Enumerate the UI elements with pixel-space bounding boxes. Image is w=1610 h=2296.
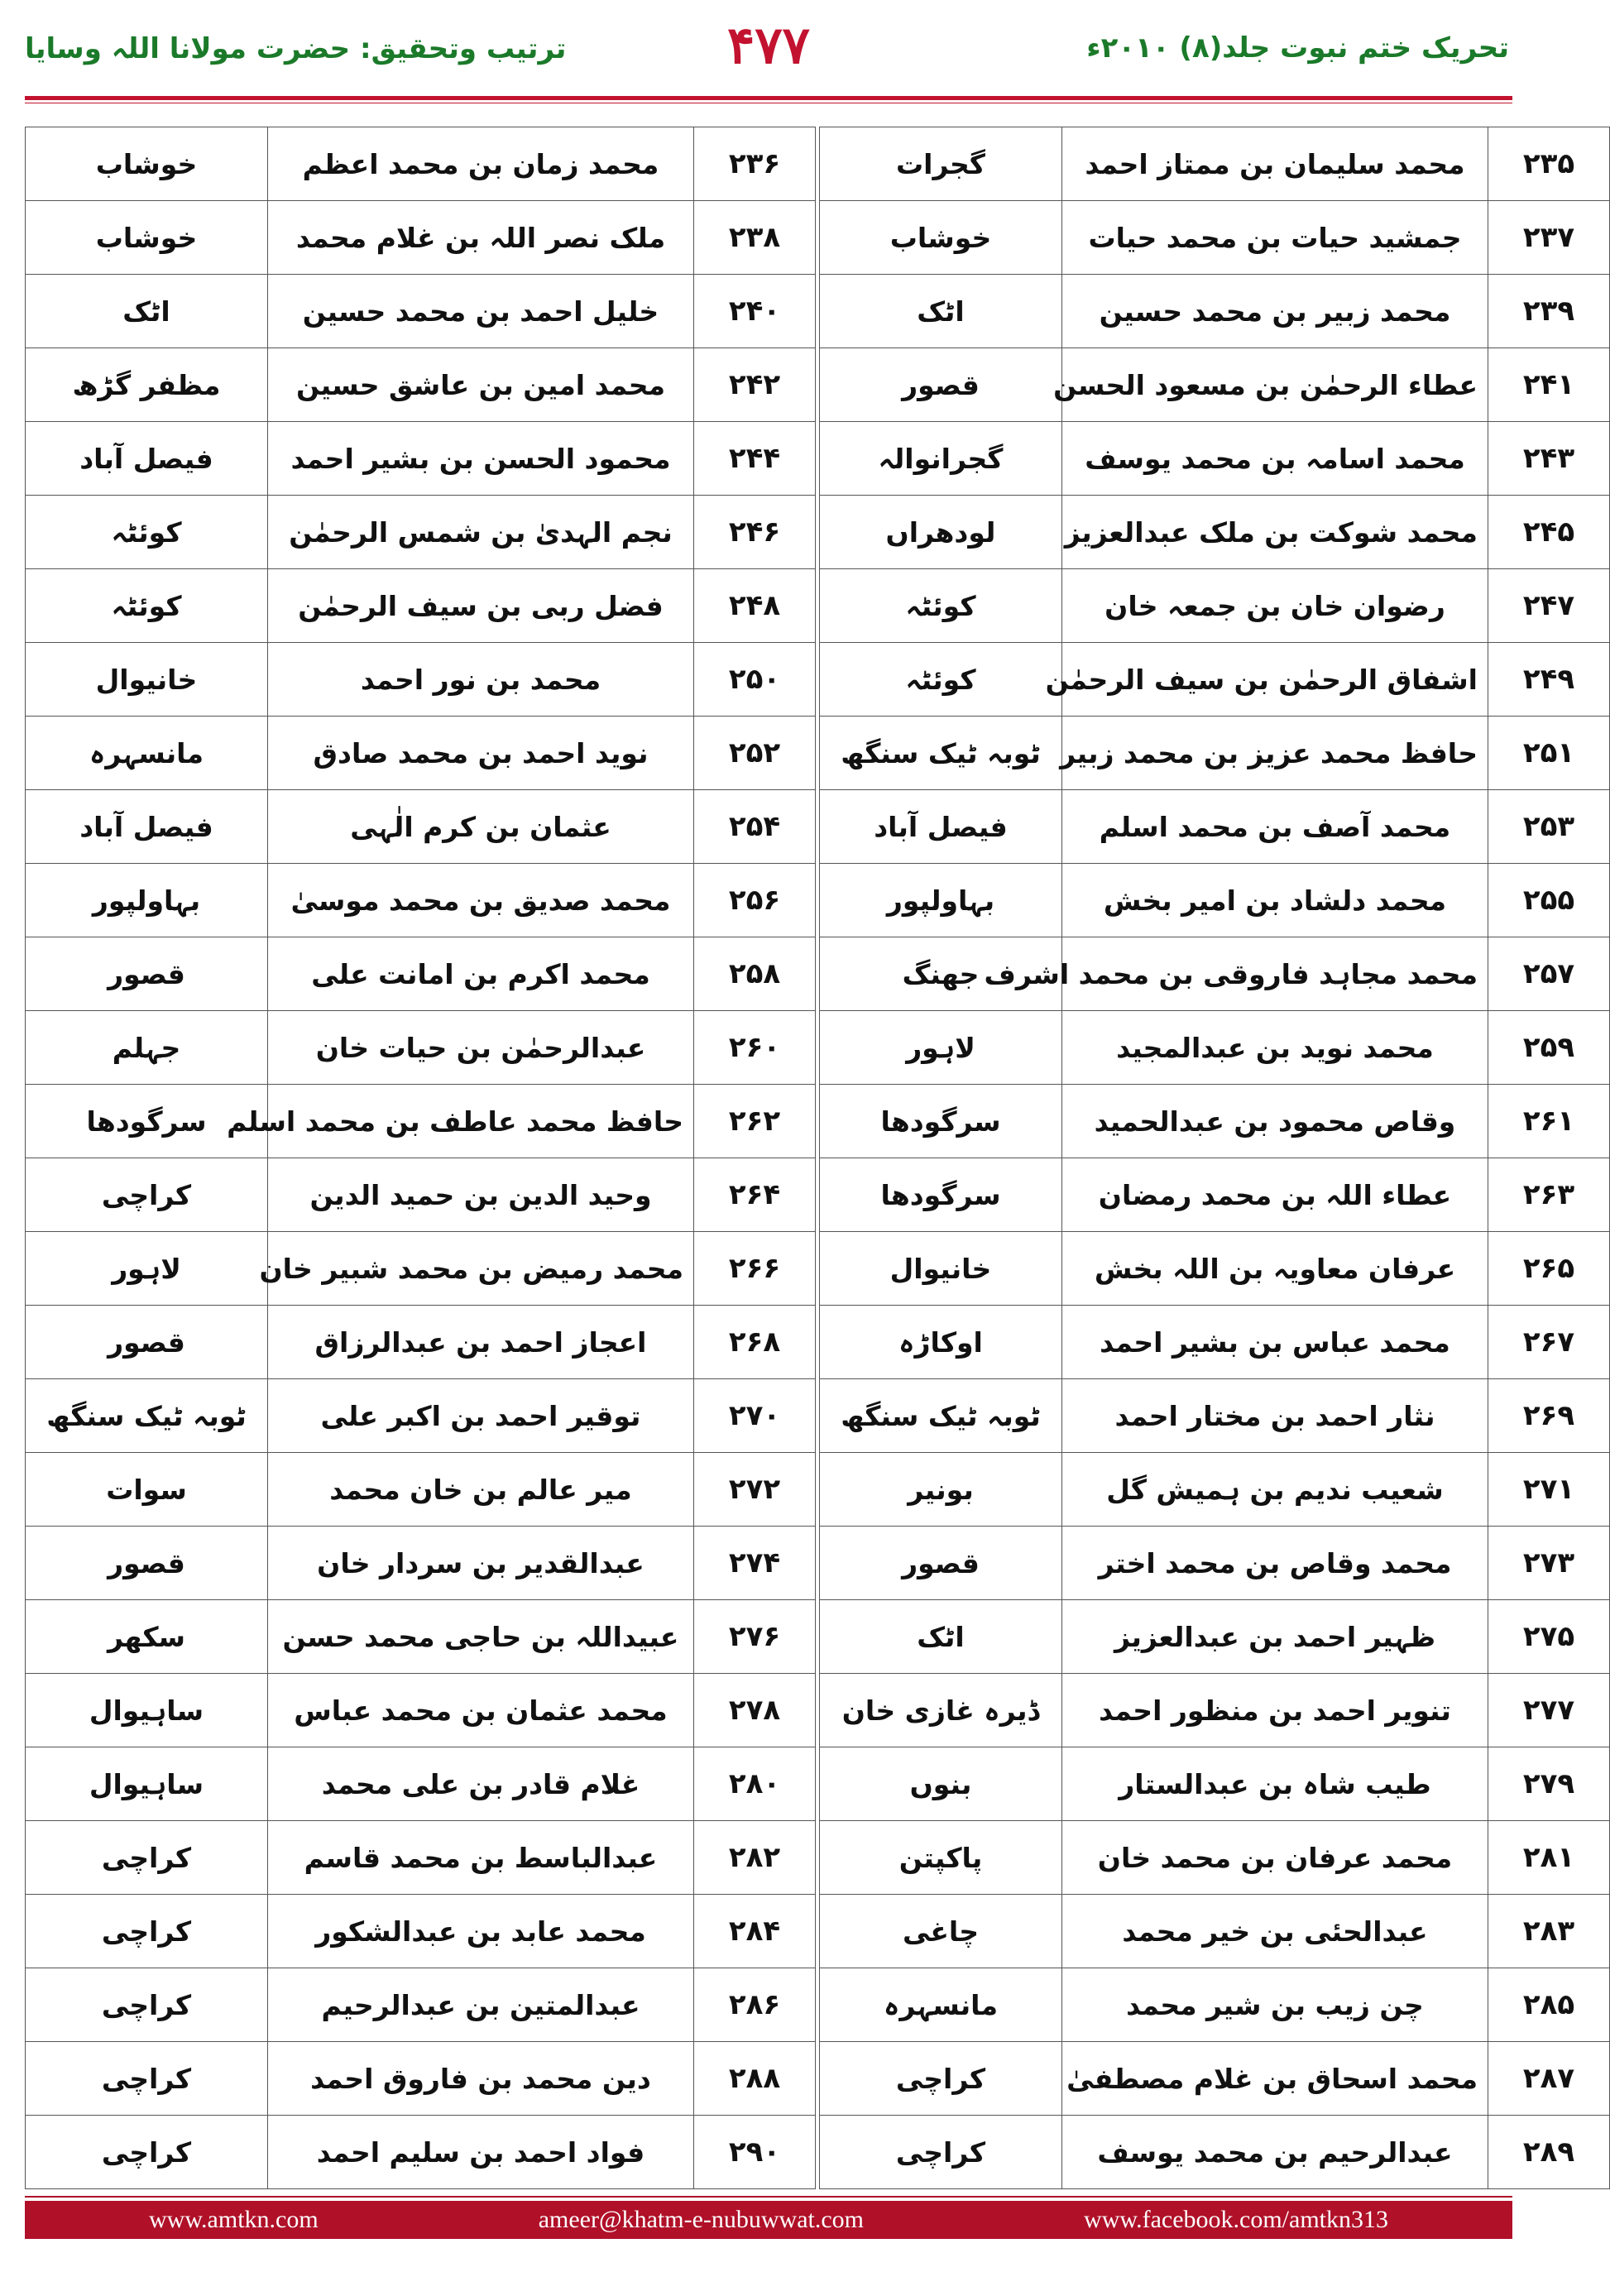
entry-number: ۲۴۳ bbox=[1488, 422, 1610, 496]
entry-city: اٹک bbox=[820, 1600, 1062, 1674]
entry-name: فضل ربی بن سیف الرحمٰن bbox=[268, 569, 694, 643]
entry-number: ۲۴۸ bbox=[694, 569, 816, 643]
table-row bbox=[26, 2042, 1610, 2116]
column-gap bbox=[816, 496, 820, 569]
entry-city: مظفر گڑھ bbox=[26, 348, 268, 422]
entry-number: ۲۵۸ bbox=[694, 937, 816, 1011]
table-row bbox=[26, 127, 1610, 201]
entry-number: ۲۶۲ bbox=[694, 1085, 816, 1158]
column-gap bbox=[816, 1747, 820, 1821]
entry-name: عثمان بن کرم الٰہی bbox=[268, 790, 694, 864]
table-row bbox=[26, 717, 1610, 790]
entry-name: محمد عرفان بن محمد خان bbox=[1062, 1821, 1488, 1895]
entry-number: ۲۸۰ bbox=[694, 1747, 816, 1821]
entry-number: ۲۷۲ bbox=[694, 1453, 816, 1527]
entry-name: عبیداللہ بن حاجی محمد حسن bbox=[268, 1600, 694, 1674]
entry-number: ۲۶۰ bbox=[694, 1011, 816, 1085]
entry-number: ۲۷۷ bbox=[1488, 1674, 1610, 1747]
entry-city: چاغی bbox=[820, 1895, 1062, 1968]
entry-city: اٹک bbox=[820, 275, 1062, 348]
entry-name: عطاء الرحمٰن بن مسعود الحسن bbox=[1062, 348, 1488, 422]
entry-city: ساہیوال bbox=[26, 1747, 268, 1821]
entry-number: ۲۳۷ bbox=[1488, 201, 1610, 275]
table-row bbox=[26, 790, 1610, 864]
entry-number: ۲۴۹ bbox=[1488, 643, 1610, 717]
entry-name: وحید الدین بن حمید الدین bbox=[268, 1158, 694, 1232]
entry-city: فیصل آباد bbox=[820, 790, 1062, 864]
entry-number: ۲۳۸ bbox=[694, 201, 816, 275]
entry-number: ۲۷۹ bbox=[1488, 1747, 1610, 1821]
entry-number: ۲۵۷ bbox=[1488, 937, 1610, 1011]
entry-number: ۲۵۰ bbox=[694, 643, 816, 717]
entry-number: ۲۵۹ bbox=[1488, 1011, 1610, 1085]
entry-name: عبدالقدیر بن سردار خان bbox=[268, 1527, 694, 1600]
entry-city: مانسہرہ bbox=[26, 717, 268, 790]
entry-name: محمد دلشاد بن امیر بخش bbox=[1062, 864, 1488, 937]
entry-name: محمد صدیق بن محمد موسیٰ bbox=[268, 864, 694, 937]
entry-city: ساہیوال bbox=[26, 1674, 268, 1747]
entry-number: ۲۸۴ bbox=[694, 1895, 816, 1968]
entry-name: محمد زمان بن محمد اعظم bbox=[268, 127, 694, 201]
entry-name: اعجاز احمد بن عبدالرزاق bbox=[268, 1306, 694, 1379]
entry-number: ۲۳۹ bbox=[1488, 275, 1610, 348]
entry-number: ۲۸۲ bbox=[694, 1821, 816, 1895]
table-row bbox=[26, 275, 1610, 348]
entry-number: ۲۷۸ bbox=[694, 1674, 816, 1747]
entry-number: ۲۴۴ bbox=[694, 422, 816, 496]
entry-city: سرگودھا bbox=[820, 1158, 1062, 1232]
entry-number: ۲۳۶ bbox=[694, 127, 816, 201]
names-table-body bbox=[26, 127, 1610, 2189]
column-gap bbox=[816, 1600, 820, 1674]
names-table-container bbox=[25, 127, 1575, 2189]
table-row bbox=[26, 1232, 1610, 1306]
table-row bbox=[26, 1379, 1610, 1453]
page-header bbox=[0, 0, 1537, 99]
entry-city: لاہور bbox=[820, 1011, 1062, 1085]
column-gap bbox=[816, 643, 820, 717]
entry-number: ۲۷۰ bbox=[694, 1379, 816, 1453]
entry-name: محمد اکرم بن امانت علی bbox=[268, 937, 694, 1011]
entry-name: دین محمد بن فاروق احمد bbox=[268, 2042, 694, 2116]
entry-name: عبدالباسط بن محمد قاسم bbox=[268, 1821, 694, 1895]
column-gap bbox=[816, 937, 820, 1011]
header-rule bbox=[25, 96, 1512, 100]
entry-number: ۲۵۳ bbox=[1488, 790, 1610, 864]
entry-city: فیصل آباد bbox=[26, 790, 268, 864]
entry-number: ۲۸۶ bbox=[694, 1968, 816, 2042]
entry-name: محمد آصف بن محمد اسلم bbox=[1062, 790, 1488, 864]
column-gap bbox=[816, 201, 820, 275]
book-title: تحریک ختم نبوت جلد(۸) ۲۰۱۰ء bbox=[1086, 31, 1509, 65]
entry-city: کراچی bbox=[820, 2042, 1062, 2116]
entry-city: کراچی bbox=[26, 1895, 268, 1968]
footer-facebook-link[interactable]: www.facebook.com/amtkn313 bbox=[1084, 2206, 1388, 2233]
entry-number: ۲۷۶ bbox=[694, 1600, 816, 1674]
column-gap bbox=[816, 1968, 820, 2042]
entry-name: جمشید حیات بن محمد حیات bbox=[1062, 201, 1488, 275]
entry-name: محمد اسحاق بن غلام مصطفیٰ bbox=[1062, 2042, 1488, 2116]
table-row bbox=[26, 1968, 1610, 2042]
entry-city: سکھر bbox=[26, 1600, 268, 1674]
entry-number: ۲۴۰ bbox=[694, 275, 816, 348]
entry-city: کراچی bbox=[26, 1821, 268, 1895]
entry-city: ٹوبہ ٹیک سنگھ bbox=[820, 1379, 1062, 1453]
entry-city: خانیوال bbox=[26, 643, 268, 717]
column-gap bbox=[816, 1453, 820, 1527]
entry-city: پاکپتن bbox=[820, 1821, 1062, 1895]
table-row bbox=[26, 1085, 1610, 1158]
entry-city: بہاولپور bbox=[26, 864, 268, 937]
entry-name: توقیر احمد بن اکبر علی bbox=[268, 1379, 694, 1453]
table-row bbox=[26, 569, 1610, 643]
table-row bbox=[26, 1527, 1610, 1600]
entry-number: ۲۵۴ bbox=[694, 790, 816, 864]
entry-city: کوئٹہ bbox=[26, 496, 268, 569]
entry-number: ۲۶۱ bbox=[1488, 1085, 1610, 1158]
entry-number: ۲۸۱ bbox=[1488, 1821, 1610, 1895]
entry-city: کوئٹہ bbox=[820, 643, 1062, 717]
column-gap bbox=[816, 422, 820, 496]
entry-name: حافظ محمد عزیز بن محمد زبیر bbox=[1062, 717, 1488, 790]
entry-city: بونیر bbox=[820, 1453, 1062, 1527]
entry-name: محمد بن نور احمد bbox=[268, 643, 694, 717]
footer-email-link[interactable]: ameer@khatm-e-nubuwwat.com bbox=[538, 2206, 865, 2233]
entry-city: ڈیرہ غازی خان bbox=[820, 1674, 1062, 1747]
entry-number: ۲۸۹ bbox=[1488, 2116, 1610, 2189]
entry-name: ملک نصر اللہ بن غلام محمد bbox=[268, 201, 694, 275]
column-gap bbox=[816, 1085, 820, 1158]
entry-name: نثار احمد بن مختار احمد bbox=[1062, 1379, 1488, 1453]
entry-name: محمد نوید بن عبدالمجید bbox=[1062, 1011, 1488, 1085]
column-gap bbox=[816, 1232, 820, 1306]
entry-number: ۲۶۸ bbox=[694, 1306, 816, 1379]
column-gap bbox=[816, 790, 820, 864]
entry-number: ۲۷۴ bbox=[694, 1527, 816, 1600]
entry-city: خانیوال bbox=[820, 1232, 1062, 1306]
entry-city: اوکاڑہ bbox=[820, 1306, 1062, 1379]
entry-city: کراچی bbox=[26, 2116, 268, 2189]
entry-city: خوشاب bbox=[820, 201, 1062, 275]
entry-city: اٹک bbox=[26, 275, 268, 348]
entry-city: مانسہرہ bbox=[820, 1968, 1062, 2042]
footer-website-link[interactable]: www.amtkn.com bbox=[149, 2206, 319, 2233]
column-gap bbox=[816, 1821, 820, 1895]
entry-city: کوئٹہ bbox=[26, 569, 268, 643]
table-row bbox=[26, 937, 1610, 1011]
entry-number: ۲۵۲ bbox=[694, 717, 816, 790]
column-gap bbox=[816, 275, 820, 348]
entry-name: عبدالحئی بن خیر محمد bbox=[1062, 1895, 1488, 1968]
entry-name: عرفان معاویہ بن اللہ بخش bbox=[1062, 1232, 1488, 1306]
entry-name: نوید احمد بن محمد صادق bbox=[268, 717, 694, 790]
entry-name: نجم الہدیٰ بن شمس الرحمٰن bbox=[268, 496, 694, 569]
entry-city: بہاولپور bbox=[820, 864, 1062, 937]
table-row bbox=[26, 422, 1610, 496]
entry-number: ۲۷۱ bbox=[1488, 1453, 1610, 1527]
entry-number: ۲۸۷ bbox=[1488, 2042, 1610, 2116]
names-table bbox=[25, 127, 1610, 2189]
column-gap bbox=[816, 1674, 820, 1747]
entry-name: ظہیر احمد بن عبدالعزیز bbox=[1062, 1600, 1488, 1674]
table-row bbox=[26, 1011, 1610, 1085]
entry-number: ۲۶۴ bbox=[694, 1158, 816, 1232]
entry-name: عبدالرحمٰن بن حیات خان bbox=[268, 1011, 694, 1085]
column-gap bbox=[816, 569, 820, 643]
column-gap bbox=[816, 1527, 820, 1600]
table-row bbox=[26, 348, 1610, 422]
entry-city: خوشاب bbox=[26, 127, 268, 201]
entry-name: چن زیب بن شیر محمد bbox=[1062, 1968, 1488, 2042]
entry-number: ۲۷۳ bbox=[1488, 1527, 1610, 1600]
entry-number: ۲۶۶ bbox=[694, 1232, 816, 1306]
column-gap bbox=[816, 2116, 820, 2189]
entry-city: ٹوبہ ٹیک سنگھ bbox=[26, 1379, 268, 1453]
entry-name: میر عالم بن خان محمد bbox=[268, 1453, 694, 1527]
entry-name: فواد احمد بن سلیم احمد bbox=[268, 2116, 694, 2189]
entry-name: محمود الحسن بن بشیر احمد bbox=[268, 422, 694, 496]
entry-city: فیصل آباد bbox=[26, 422, 268, 496]
entry-number: ۲۴۱ bbox=[1488, 348, 1610, 422]
entry-number: ۲۴۵ bbox=[1488, 496, 1610, 569]
table-row bbox=[26, 643, 1610, 717]
table-row bbox=[26, 1600, 1610, 1674]
table-row bbox=[26, 1453, 1610, 1527]
entry-number: ۲۵۱ bbox=[1488, 717, 1610, 790]
entry-number: ۲۸۵ bbox=[1488, 1968, 1610, 2042]
entry-name: محمد مجاہد فاروقی بن محمد اشرف bbox=[1062, 937, 1488, 1011]
footer-rule bbox=[25, 2196, 1512, 2198]
entry-name: شعیب ندیم بن ہمیش گل bbox=[1062, 1453, 1488, 1527]
entry-city: سرگودھا bbox=[26, 1085, 268, 1158]
column-gap bbox=[816, 864, 820, 937]
entry-city: کراچی bbox=[26, 2042, 268, 2116]
entry-city: قصور bbox=[26, 937, 268, 1011]
column-gap bbox=[816, 1379, 820, 1453]
entry-number: ۲۵۶ bbox=[694, 864, 816, 937]
entry-city: بنوں bbox=[820, 1747, 1062, 1821]
column-gap bbox=[816, 1306, 820, 1379]
entry-number: ۲۳۵ bbox=[1488, 127, 1610, 201]
entry-city: کراچی bbox=[26, 1968, 268, 2042]
entry-number: ۲۶۷ bbox=[1488, 1306, 1610, 1379]
column-gap bbox=[816, 717, 820, 790]
page-footer bbox=[25, 2201, 1512, 2239]
entry-number: ۲۸۳ bbox=[1488, 1895, 1610, 1968]
entry-name: محمد عابد بن عبدالشکور bbox=[268, 1895, 694, 1968]
table-row bbox=[26, 1747, 1610, 1821]
entry-city: کوئٹہ bbox=[820, 569, 1062, 643]
entry-name: محمد امین بن عاشق حسین bbox=[268, 348, 694, 422]
entry-city: قصور bbox=[26, 1527, 268, 1600]
entry-number: ۲۶۳ bbox=[1488, 1158, 1610, 1232]
entry-name: محمد زبیر بن محمد حسین bbox=[1062, 275, 1488, 348]
entry-city: قصور bbox=[820, 1527, 1062, 1600]
table-row bbox=[26, 496, 1610, 569]
table-row bbox=[26, 201, 1610, 275]
entry-city: لاہور bbox=[26, 1232, 268, 1306]
entry-city: قصور bbox=[820, 348, 1062, 422]
entry-name: محمد اسامہ بن محمد یوسف bbox=[1062, 422, 1488, 496]
entry-name: محمد عباس بن بشیر احمد bbox=[1062, 1306, 1488, 1379]
column-gap bbox=[816, 1011, 820, 1085]
entry-name: عبدالرحیم بن محمد یوسف bbox=[1062, 2116, 1488, 2189]
table-row bbox=[26, 1158, 1610, 1232]
table-row bbox=[26, 1895, 1610, 1968]
column-gap bbox=[816, 1895, 820, 1968]
entry-city: سرگودھا bbox=[820, 1085, 1062, 1158]
entry-number: ۲۴۷ bbox=[1488, 569, 1610, 643]
entry-city: قصور bbox=[26, 1306, 268, 1379]
table-row bbox=[26, 1306, 1610, 1379]
entry-city: کراچی bbox=[26, 1158, 268, 1232]
entry-name: محمد رمیض بن محمد شبیر خان bbox=[268, 1232, 694, 1306]
entry-name: محمد عثمان بن محمد عباس bbox=[268, 1674, 694, 1747]
column-gap bbox=[816, 348, 820, 422]
entry-name: طیب شاہ بن عبدالستار bbox=[1062, 1747, 1488, 1821]
entry-number: ۲۴۲ bbox=[694, 348, 816, 422]
column-gap bbox=[816, 1158, 820, 1232]
entry-name: عبدالمتین بن عبدالرحیم bbox=[268, 1968, 694, 2042]
entry-city: گجرات bbox=[820, 127, 1062, 201]
entry-city: سوات bbox=[26, 1453, 268, 1527]
entry-city: جہلم bbox=[26, 1011, 268, 1085]
entry-name: رضوان خان بن جمعہ خان bbox=[1062, 569, 1488, 643]
entry-number: ۲۶۹ bbox=[1488, 1379, 1610, 1453]
entry-number: ۲۵۵ bbox=[1488, 864, 1610, 937]
compiler-credit: ترتیب وتحقیق: حضرت مولانا اللہ وسایا bbox=[25, 32, 567, 65]
entry-name: وقاص محمود بن عبدالحمید bbox=[1062, 1085, 1488, 1158]
entry-number: ۲۹۰ bbox=[694, 2116, 816, 2189]
table-row bbox=[26, 1821, 1610, 1895]
entry-number: ۲۷۵ bbox=[1488, 1600, 1610, 1674]
entry-city: کراچی bbox=[820, 2116, 1062, 2189]
entry-name: غلام قادر بن علی محمد bbox=[268, 1747, 694, 1821]
entry-name: محمد وقاص بن محمد اختر bbox=[1062, 1527, 1488, 1600]
column-gap bbox=[816, 127, 820, 201]
table-row bbox=[26, 2116, 1610, 2189]
entry-number: ۲۴۶ bbox=[694, 496, 816, 569]
table-row bbox=[26, 864, 1610, 937]
entry-name: خلیل احمد بن محمد حسین bbox=[268, 275, 694, 348]
entry-city: لودھراں bbox=[820, 496, 1062, 569]
entry-name: تنویر احمد بن منظور احمد bbox=[1062, 1674, 1488, 1747]
entry-city: جھنگ bbox=[820, 937, 1062, 1011]
entry-name: محمد شوکت بن ملک عبدالعزیز bbox=[1062, 496, 1488, 569]
entry-number: ۲۶۵ bbox=[1488, 1232, 1610, 1306]
entry-name: حافظ محمد عاطف بن محمد اسلم bbox=[268, 1085, 694, 1158]
entry-name: اشفاق الرحمٰن بن سیف الرحمٰن bbox=[1062, 643, 1488, 717]
entry-city: خوشاب bbox=[26, 201, 268, 275]
entry-number: ۲۸۸ bbox=[694, 2042, 816, 2116]
column-gap bbox=[816, 2042, 820, 2116]
page-number: ۴۷۷ bbox=[727, 15, 810, 75]
entry-name: عطاء اللہ بن محمد رمضان bbox=[1062, 1158, 1488, 1232]
table-row bbox=[26, 1674, 1610, 1747]
entry-city: ٹوبہ ٹیک سنگھ bbox=[820, 717, 1062, 790]
entry-city: گجرانوالہ bbox=[820, 422, 1062, 496]
entry-name: محمد سلیمان بن ممتاز احمد bbox=[1062, 127, 1488, 201]
